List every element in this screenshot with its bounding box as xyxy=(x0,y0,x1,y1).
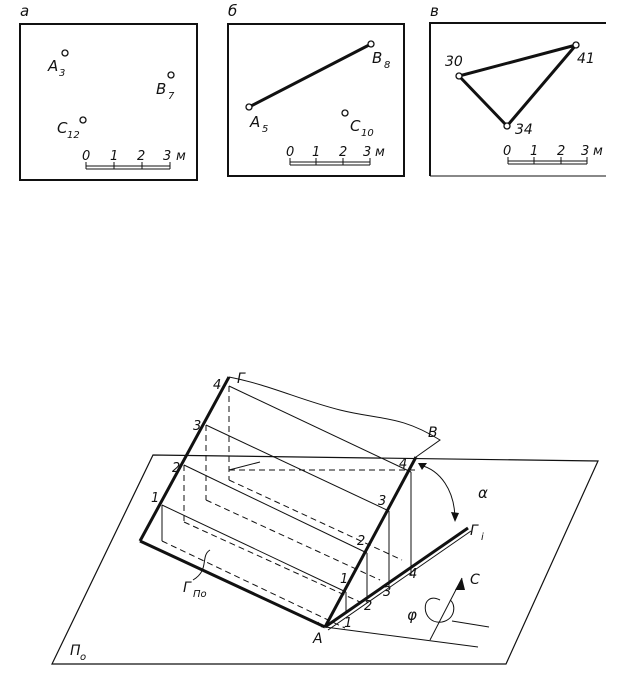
point-a3-name: A xyxy=(48,57,59,75)
plane-label: Г xyxy=(237,371,245,387)
angle-alpha-label: α xyxy=(478,484,488,502)
point-c10 xyxy=(342,110,348,116)
scale-c-tick-3: 3 xyxy=(581,144,590,159)
slope-level-1: 1 xyxy=(340,572,349,587)
scale-c-unit: м xyxy=(593,144,603,159)
point-b7-name: B xyxy=(156,80,167,98)
point-b8 xyxy=(368,41,374,47)
scale-a-tick-3: 3 xyxy=(163,149,172,164)
base-level-1: 1 xyxy=(344,616,353,631)
base-plane-label: П xyxy=(70,643,81,659)
point-c12-name: C xyxy=(57,119,68,137)
scale-a-tick-1: 1 xyxy=(110,149,119,164)
scale-c-tick-2: 2 xyxy=(557,144,566,159)
scale-c-tick-1: 1 xyxy=(530,144,539,159)
scale-b-tick-0: 0 xyxy=(286,145,295,160)
point-a3 xyxy=(62,50,68,56)
scale-bar-b xyxy=(286,145,385,165)
trace-label: Г xyxy=(183,580,191,596)
base-plane xyxy=(52,455,598,664)
scale-bar-a xyxy=(82,149,186,169)
panel-b xyxy=(228,2,404,176)
point-b8-height: 8 xyxy=(384,60,391,71)
point-c10-height: 10 xyxy=(361,128,374,139)
point-b7 xyxy=(168,72,174,78)
vertex-30 xyxy=(456,73,462,79)
scale-bar-c xyxy=(503,144,603,164)
base-level-3: 3 xyxy=(383,585,392,600)
plane-top-edge xyxy=(229,377,440,457)
angle-phi-label: φ xyxy=(407,606,417,624)
point-a5 xyxy=(246,104,252,110)
scale-a-unit: м xyxy=(176,149,186,164)
scale-b-unit: м xyxy=(375,145,385,160)
inclined-plane-diagram xyxy=(52,371,598,664)
point-c12-height: 12 xyxy=(67,130,80,141)
point-c12 xyxy=(80,117,86,123)
panel-c-letter: в xyxy=(430,2,439,20)
point-b7-height: 7 xyxy=(168,91,175,102)
point-a3-height: 3 xyxy=(59,68,66,79)
base-plane-sub: о xyxy=(80,652,87,663)
panel-a xyxy=(20,2,197,180)
panel-c xyxy=(430,2,606,176)
point-a5-name: A xyxy=(250,113,261,131)
vertex-34-label: 34 xyxy=(515,122,533,138)
angle-alpha-arc xyxy=(420,465,455,520)
triangle-abc xyxy=(459,45,576,126)
panel-b-letter: б xyxy=(228,2,238,20)
scale-b-tick-1: 1 xyxy=(312,145,321,160)
vertical-level-4: 4 xyxy=(213,378,222,393)
scale-b-tick-3: 3 xyxy=(363,145,372,160)
north-label: С xyxy=(470,572,480,588)
vertical-level-2: 2 xyxy=(172,461,181,476)
point-c10-name: C xyxy=(350,117,361,135)
scale-b-tick-2: 2 xyxy=(339,145,348,160)
vertex-30-label: 30 xyxy=(445,54,463,70)
vertex-41 xyxy=(573,42,579,48)
vertex-41-label: 41 xyxy=(577,51,595,67)
segment-ab xyxy=(249,44,371,107)
gradient-label: Г xyxy=(470,523,478,539)
trace-sub: По xyxy=(193,589,207,600)
scale-c-tick-0: 0 xyxy=(503,144,512,159)
slope-level-3: 3 xyxy=(378,494,387,509)
vertex-34 xyxy=(504,123,510,129)
slope-level-4: 4 xyxy=(399,457,408,472)
plane-trace-line xyxy=(140,541,325,627)
point-b8-name: B xyxy=(372,49,383,67)
base-level-4: 4 xyxy=(409,567,418,582)
base-level-2: 2 xyxy=(364,599,373,614)
scale-a-tick-0: 0 xyxy=(82,149,91,164)
slope-level-2: 2 xyxy=(357,534,366,549)
vertical-level-1: 1 xyxy=(151,491,160,506)
point-a-label: A xyxy=(313,631,323,647)
panel-c-frame xyxy=(430,23,606,176)
point-b-label: B xyxy=(428,425,438,441)
vertical-level-3: 3 xyxy=(193,419,202,434)
panel-a-letter: а xyxy=(20,2,30,20)
point-a5-height: 5 xyxy=(262,124,269,135)
scale-a-tick-2: 2 xyxy=(137,149,146,164)
gradient-sub: i xyxy=(481,532,484,543)
